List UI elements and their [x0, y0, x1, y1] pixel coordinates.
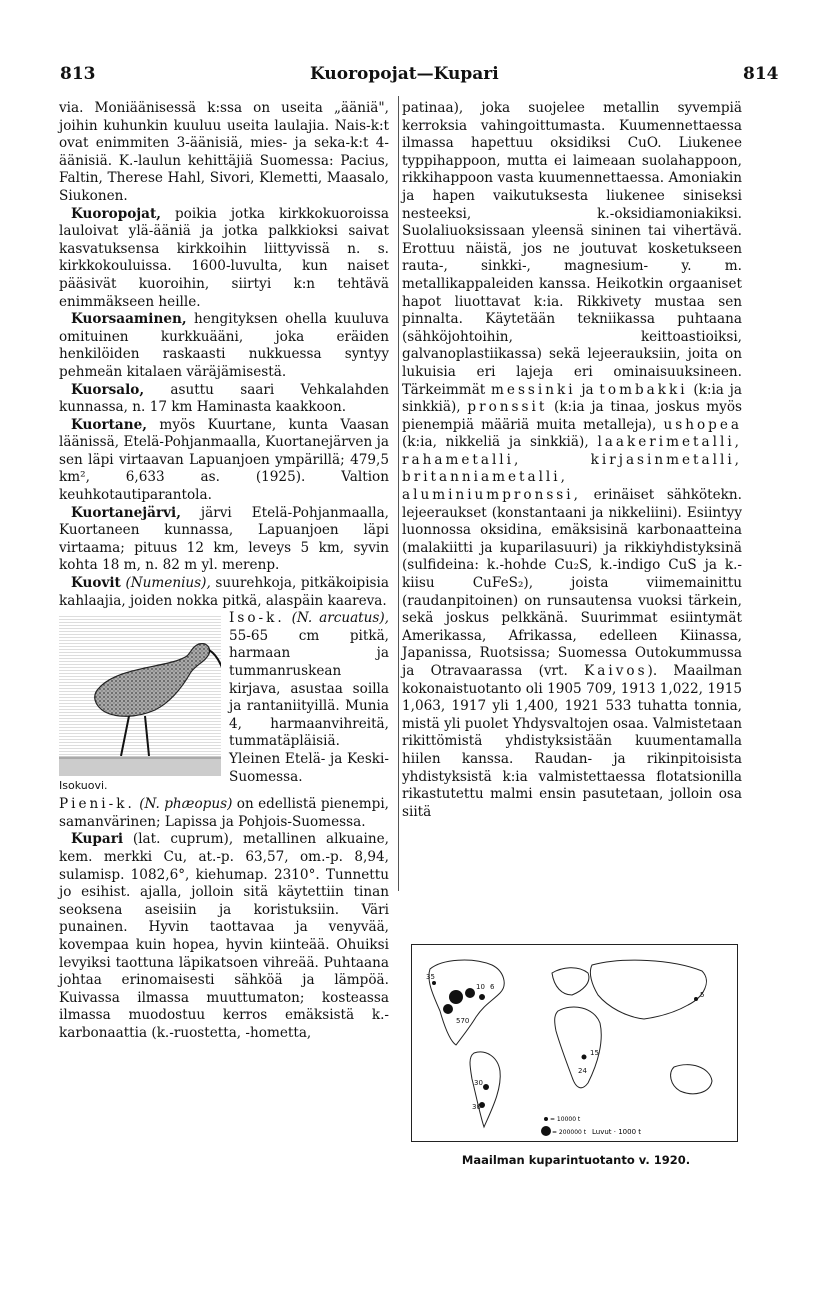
- term-rahametalli: rahametalli,: [402, 451, 522, 468]
- cross-reference-kaivos: Kaivos: [584, 663, 648, 679]
- headword-kuortane: Kuortane,: [71, 416, 147, 433]
- production-dot: [449, 990, 463, 1004]
- entry-text: (lat. cuprum), metallinen alkuaine, kem. merkki Cu, at.-p. 63,57, om.-p. 8,94, sulamisp. 1082,6°, kiehumap. 2310°. Tunnettu jo esihist. ajalla, jolloin sitä käytettiin tinan seoksena aseisiin ja koristuksiin. Väri punainen. Hyvin taottavaa ja venyvää, kovempaa kuin hopea, hyvin kiinteää. Ohuiksi levyiksi taottuna läpikatsoen vihreää. Puhtaana johtaa erinomaisesti sähköä ja lämpöä. Kuivassa ilmassa muuttumaton; kosteassa ilmassa muodostuu kerros emäksistä k.-karbonaattia (k.-ruostetta, -hometta,: [59, 831, 389, 1041]
- right-column: [402, 100, 742, 821]
- legend-small-label: = 10000 t: [550, 1116, 581, 1123]
- production-dot: [432, 981, 436, 985]
- entry-text: 55-65 cm pitkä, harmaan ja tummanruskean kirjava, asustaa soilla ja rantaniityillä. Munia 4, harmaanvihreitä, tummatäpläisiä. Yleinen Etelä- ja Keski-Suomessa.: [229, 627, 389, 785]
- headword-kuorsaaminen: Kuorsaaminen,: [71, 311, 187, 328]
- term-tombakki: tombakki: [599, 381, 688, 398]
- left-column: [59, 100, 389, 1043]
- map-label: 24: [578, 1067, 587, 1075]
- entry-kuorsaaminen: [59, 311, 389, 381]
- production-dot: [479, 994, 485, 1000]
- copper-production-map: [411, 944, 738, 1142]
- latin-name: (N. phæopus): [139, 796, 233, 813]
- curlew-illustration: [59, 616, 221, 794]
- latin-name: (N. arcuatus),: [291, 610, 389, 627]
- australia-outline: [671, 1065, 712, 1094]
- map-label: 570: [456, 1017, 470, 1025]
- entry-text: järvi Etelä-Pohjanmaalla, Kuortaneen kunnassa, Lapuanjoen läpi virtaama; pituus 12 km, leveys 5 km, syvin kohta 18 m, n. 82 m yl. merenp.: [59, 504, 389, 574]
- entry-text: on edellistä pienempi, samanvärinen; Lapissa ja Pohjois-Suomessa.: [59, 796, 389, 830]
- headword-kuovit: Kuovit: [71, 575, 121, 592]
- entry-pienikuovi: [59, 796, 389, 831]
- entry-kuoropojat: [59, 206, 389, 312]
- headword-kuortanejarvi: Kuortanejärvi,: [71, 504, 181, 521]
- entry-kupari: [59, 831, 389, 1042]
- headword-kupari: Kupari: [71, 831, 124, 848]
- africa-outline: [555, 1007, 602, 1088]
- left-page-number: 813: [60, 64, 96, 84]
- latin-name: (Numenius),: [125, 575, 211, 592]
- production-dot: [443, 1004, 453, 1014]
- production-dot: [582, 1055, 587, 1060]
- entry-text: (k:ia, nikkeliä ja sinkkiä),: [402, 434, 598, 451]
- entry-text: asuttu saari Vehkalahden kunnassa, n. 17 km Haminasta kaakkoon.: [59, 381, 389, 416]
- production-dot: [694, 997, 698, 1001]
- right-page-number: 814: [743, 64, 779, 84]
- headword-kuorsalo: Kuorsalo,: [71, 381, 145, 398]
- production-dot: [465, 988, 475, 998]
- term-messinki: messinki: [491, 381, 576, 398]
- running-title: Kuoropojat—Kupari: [310, 64, 499, 84]
- entry-text: (k:ia ja tinaa, joskus myös pienempiä määriä muita metalleja),: [402, 399, 743, 433]
- north-america-outline: [429, 960, 504, 1045]
- entry-text: erinäiset sähkötekn. lejeeraukset (konstantaani ja nikkeliini). Esiintyy luonnossa oksidina, emäksisinä karbonaatteina (malakiitti ja kuparilasuuri) ja rikkiyhdistyksinä (sulfideina: k.-hohde Cu₂S, k.-indigo CuS ja k.-kiisu CuFeS₂), joista viimemainittu (raudanpitoinen) on runsautensa vuoksi tärkein, sekä joskus pelkkänä. Suurimmat esiintymät Amerikassa, Afrikassa, edelleen Kiinassa, Japanissa, Ruotsissa; Suomessa Outokummussa ja Otravaarassa (vrt.: [402, 487, 742, 679]
- legend-large-label: = 200000 t: [552, 1129, 587, 1136]
- curlew-drawing: [59, 616, 221, 776]
- map-label: 30: [472, 1103, 481, 1111]
- entry-kupari-continued: [402, 100, 742, 821]
- species-name: Iso-k.: [229, 610, 285, 627]
- entry-kuortanejarvi: [59, 505, 389, 575]
- world-map: [412, 945, 737, 1141]
- map-legend: [541, 1116, 641, 1136]
- asia-outline: [590, 960, 706, 1019]
- map-label: 6: [490, 983, 495, 991]
- entry-text: (k:ia ja sinkkiä),: [402, 381, 742, 416]
- map-caption: Maailman kuparintuotanto v. 1920.: [461, 1153, 691, 1167]
- entry-kuorsalo: [59, 382, 389, 417]
- map-label: 5: [700, 991, 705, 999]
- map-label: 30: [474, 1079, 483, 1087]
- term-laakerimetalli: laakerimetalli,: [597, 434, 742, 451]
- headword-kuoropojat: Kuoropojat,: [71, 205, 162, 222]
- map-label: 15: [590, 1049, 599, 1057]
- entry-text: hengityksen ohella kuuluva omituinen kurkkuääni, joka eräiden henkilöiden raskaasti nukkuessa syntyy pehmeän kitalaen väräjämisestä.: [59, 311, 389, 380]
- entry-kuortane: [59, 417, 389, 505]
- map-label: 10: [476, 983, 485, 991]
- map-label: 35: [426, 973, 435, 981]
- entry-text: patinaa), joka suojelee metallin syvempiä kerroksia vahingoittumasta. Kuumennettaessa ilmassa hapettuu oksidiksi CuO. Liukenee typpihappoon, mutta ei laimeaan suolahappoon, rikkihappoon vasta kuumennettaessa. Amoniakin ja hapen vaikutuksesta liukenee siniseksi nesteeksi, k.-oksidiamoniakiksi. Suolaliuoksissaan yleensä sininen tai vihertävä. Erottuu näistä, jos ne joutuvat kosketukseen rauta-, sinkki-, magnesium- y. m. metallikappaleiden kanssa. Heikotkin orgaaniset hapot liuottavat k:ia. Rikkivety mustaa sen pinnalta. Käytetään tekniikassa puhtaana (sähköjohtoihin, keittoastioiksi, galvanoplastiikassa) sekä lejeerauksiin, joita on lukuisia eri lajeja eri ominaisuuksineen. Tärkeimmät: [402, 100, 742, 398]
- term-aluminiumpronssi: aluminiumpronssi,: [402, 487, 581, 504]
- column-rule: [398, 96, 399, 891]
- production-dots: [432, 981, 698, 1108]
- term-ushopea: ushopea: [663, 416, 742, 433]
- europe-outline: [552, 968, 589, 995]
- term-britanniametalli: britanniametalli,: [402, 469, 568, 486]
- paragraph-moniaaninen: via. Moniäänisessä k:ssa on useita „ääniä", joihin kuhunkin kuuluu useita laulajia. Nais-k:t ovat enimmiten 3-äänisiä, mies- ja seka-k:t 4-äänisiä. K.-laulun kehittäjiä Suomessa: Pacius, Faltin, Therese Hahl, Sivori, Klemetti, Maasalo, Siukonen.: [59, 100, 389, 204]
- entry-text: poikia jotka kirkkokuoroissa lauloivat ylä-ääniä ja jotka palkkioksi saivat kasvatuksensa kirkkoihin liittyvissä n. s. kirkkokouluissa. 1600-luvulta, kun naiset pääsivät kuoroihin, siirtyi k:n tehtävä enimmäkseen heille.: [59, 205, 389, 310]
- entry-text: suurehkoja, pitkäkoipisia kahlaajia, joiden nokka pitkä, alaspäin kaareva.: [59, 575, 389, 609]
- legend-unit-label: Luvut · 1000 t: [592, 1128, 641, 1136]
- entry-kuovit: [59, 575, 389, 610]
- term-pronssit: pronssit: [467, 399, 548, 416]
- term-kirjasinmetalli: kirjasinmetalli,: [590, 451, 742, 468]
- entry-text: ). Maailman kokonaistuotanto oli 1905 709, 1913 1,022, 1915 1,063, 1917 yli 1,400, 1921 533 tuhatta tonnia, mistä yli puolet Yhdysvaltojen osaa. Valmistetaan rikittömistä yhdistyksistään kuumentamalla hiilen kanssa. Raudan- ja rikinpitoisista yhdistyksistä k:ia valmistettaessa flotatsionilla rikastutettu malmi ensin pasutetaan, jolloin osa siitä: [402, 663, 742, 820]
- production-dot: [483, 1084, 489, 1090]
- entry-text: myös Kuurtane, kunta Vaasan läänissä, Etelä-Pohjanmaalla, Kuortanejärven ja sen läpi virtaavan Lapuanjoen ympärillä; 479,5 km², 6,633 as. (1925). Valtion keuhkotautiparantola.: [59, 416, 389, 504]
- bird-caption: Isokuovi.: [59, 778, 108, 792]
- conjunction: ja: [575, 381, 600, 398]
- species-name: Pieni-k.: [59, 796, 135, 813]
